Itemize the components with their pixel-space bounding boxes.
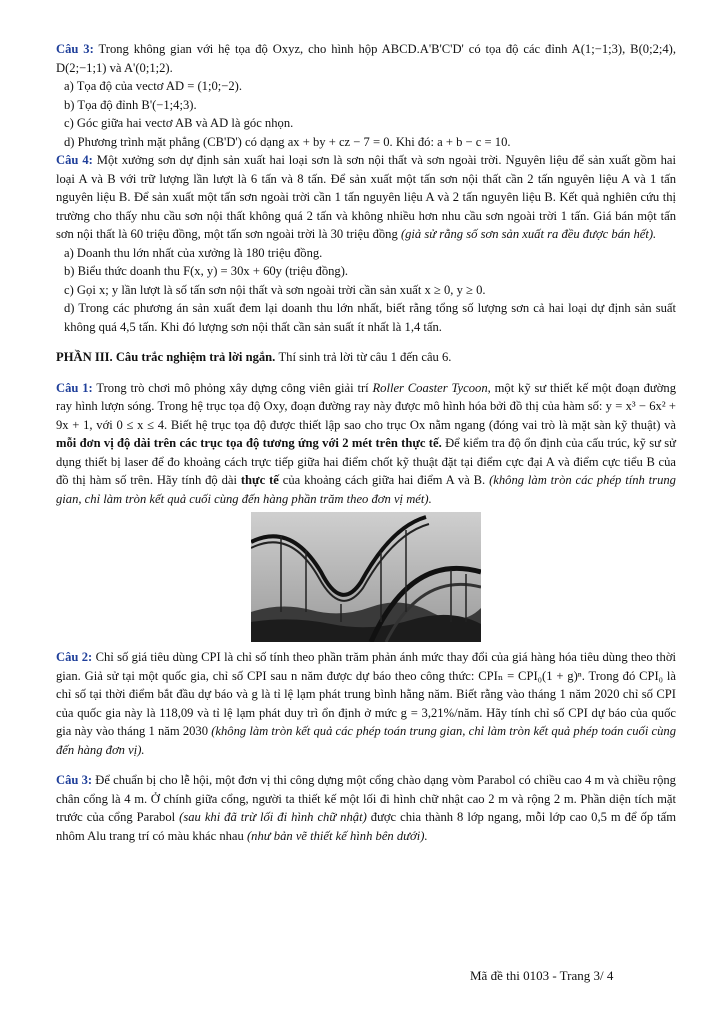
statement-c: c) Gọi x; y lần lượt là số tấn sơn nội thất và sơn ngoài trời cần sản xuất x ≥ 0, y ≥ 0. [64,282,486,297]
emphasis-text: thực tế [240,473,279,487]
question-note: (như bản vẽ thiết kế hình bên dưới). [246,828,428,843]
statement-b: b) Biểu thức doanh thu F(x, y) = 30x + 60y (triệu đồng). [64,264,349,278]
short-question-1 [56,379,676,509]
question-text: Trong không gian với hệ tọa độ Oxyz, cho hình hộp ABCD.A'B'C'D' có tọa độ các đỉnh A(1;−1;3), B(0;2;4), D(2;−1;1) và A'(0;1;2). [56,42,677,75]
question-4-stem [56,151,676,244]
question-text: được chia thành 8 lớp ngang, mỗi lớp cao 0,5 m để ốp tấm nhôm Alu trang trí có màu khác nhau [56,810,676,843]
game-title: Roller Coaster Tycoon [372,380,488,395]
question-note: (sau khi đã trừ lối đi hình chữ nhật) [179,810,367,824]
question-text: Để kiểm tra độ ổn định của cấu trúc, kỹ sư sử dụng thiết bị laser để đo khoảng cách trực tiếp giữa hai điểm chốt kỹ thuật đặt tại điểm cực đại A và điểm cực tiểu B của đồ thị hàm số trên. Hãy tính độ dài [56,436,676,487]
emphasis-text: mỗi đơn vị độ dài trên các trục tọa độ tương ứng với 2 mét trên thực tế. [56,436,442,450]
question-3-stem [56,40,676,77]
question-note: (không làm tròn các phép tính trung gian, chỉ làm tròn kết quả cuối cùng đến hàng phần trăm theo đơn vị mét). [56,473,676,506]
question-label: Câu 1: [56,380,93,395]
section-instruction: Thí sinh trả lời từ câu 1 đến câu 6. [278,350,452,364]
section-title: PHẦN III. Câu trắc nghiệm trả lời ngắn. [56,350,276,364]
statement-d: d) Phương trình mặt phẳng (CB'D') có dạng ax + by + cz − 7 = 0. Khi đó: a + b − c = 10. [64,134,511,149]
question-text: Một xưởng sơn dự định sản xuất hai loại sơn là sơn nội thất và sơn ngoài trời. Nguyên liệu để sản xuất gồm hai loại A và B với trữ lượng lần lượt là 6 tấn và 8 tấn. Để sản xuất một tấn sơn nội thất cần 2 tấn nguyên liệu A và 1 tấn nguyên liệu B. Để sản xuất một tấn sơn ngoài trời cần 1 tấn nguyên liệu A và 2 tấn nguyên liệu B. Kết quả nghiên cứu thị trường cho thấy nhu cầu sơn nội thất không quá 2 tấn và không nhiều hơn nhu cầu sơn ngoài trời 1 tấn. Giá bán một tấn sơn nội thất là 60 triệu đồng, một tấn sơn ngoài trời là 30 triệu đồng [56,153,676,241]
question-label: Câu 4: [56,153,93,167]
page-footer: Mã đề thi 0103 - Trang 3/ 4 [470,968,614,983]
statement-a: a) Doanh thu lớn nhất của xưởng là 180 triệu đồng. [64,245,323,260]
short-question-2 [56,648,676,759]
statement-c: c) Góc giữa hai vectơ AB và AD là góc nhọn. [64,116,294,130]
question-note: (giả sử rằng số sơn sản xuất ra đều được bán hết). [400,227,657,241]
exam-page [56,40,676,845]
roller-coaster-illustration [251,512,481,642]
question-label: Câu 3: [56,42,94,56]
question-text: , một kỹ sư thiết kế một đoạn đường ray hình lượn sóng. Trong hệ trục tọa độ Oxy, đoạn đường ray này được mô hình hóa bởi đồ thị của hàm số: y = x³ − 6x² + 9x + 1, với 0 ≤ x ≤ 4. Biết hệ trục tọa độ được thiết lập sao cho trục Ox nằm ngang (đóng vai trò là mặt sàn kỹ thuật) và [56,380,677,432]
question-label: Câu 3: [56,773,93,787]
short-question-3 [56,771,676,845]
question-text: Chỉ số giá tiêu dùng CPI là chỉ số tính theo phần trăm phản ánh mức thay đổi của giá hàng hóa tiêu dùng theo thời gian. Giả sử tại một quốc gia, chỉ số CPI sau n năm được dự báo theo công thức: CPIₙ = CPI₀(1 + g)ⁿ. Trong đó CPI₀ là chỉ số tại thời điểm bắt đầu dự báo và g là tỉ lệ lạm phát trung bình hằng năm. Biết rằng vào tháng 1 năm 2020 chỉ số CPI của quốc gia này là 118,09 và tỉ lệ lạm phát duy trì ổn định ở mức g = 3,21%/năm. Hãy tính chỉ số CPI dự báo của quốc gia này vào tháng 1 năm 2030 [56,650,676,738]
question-text: Trong trò chơi mô phỏng xây dựng công viên giải trí [96,380,369,395]
statement-b: b) Tọa độ đỉnh B'(−1;4;3). [64,97,197,112]
question-label: Câu 2: [56,650,93,664]
question-text: Để chuẩn bị cho lễ hội, một đơn vị thi công dựng một cổng chào dạng vòm Parabol có chiều cao 4 m và chiều rộng chân cổng là 4 m. Ở chính giữa cổng, người ta thiết kế một lối đi hình chữ nhật cao 2 m và rộng 2 m. Phần diện tích mặt trước của cổng Parabol [56,773,676,824]
question-text: của khoảng cách giữa hai điểm A và B. [282,473,486,487]
section-heading [56,348,676,367]
statement-d: d) Trong các phương án sản xuất đem lại doanh thu lớn nhất, biết rằng tổng số lượng sơn cả hai loại dự định sản suất không quá 4,5 tấn. Khi đó lượng sơn nội thất cần sản suất ít nhất là 1,4 tấn. [64,301,676,334]
question-note: (không làm tròn kết quả các phép toán trung gian, chỉ làm tròn kết quả phép toán cuối cùng đến hàng đơn vị). [56,724,676,757]
roller-coaster-image [56,512,676,642]
statement-a: a) Tọa độ của vectơ AD = (1;0;−2). [64,79,243,93]
